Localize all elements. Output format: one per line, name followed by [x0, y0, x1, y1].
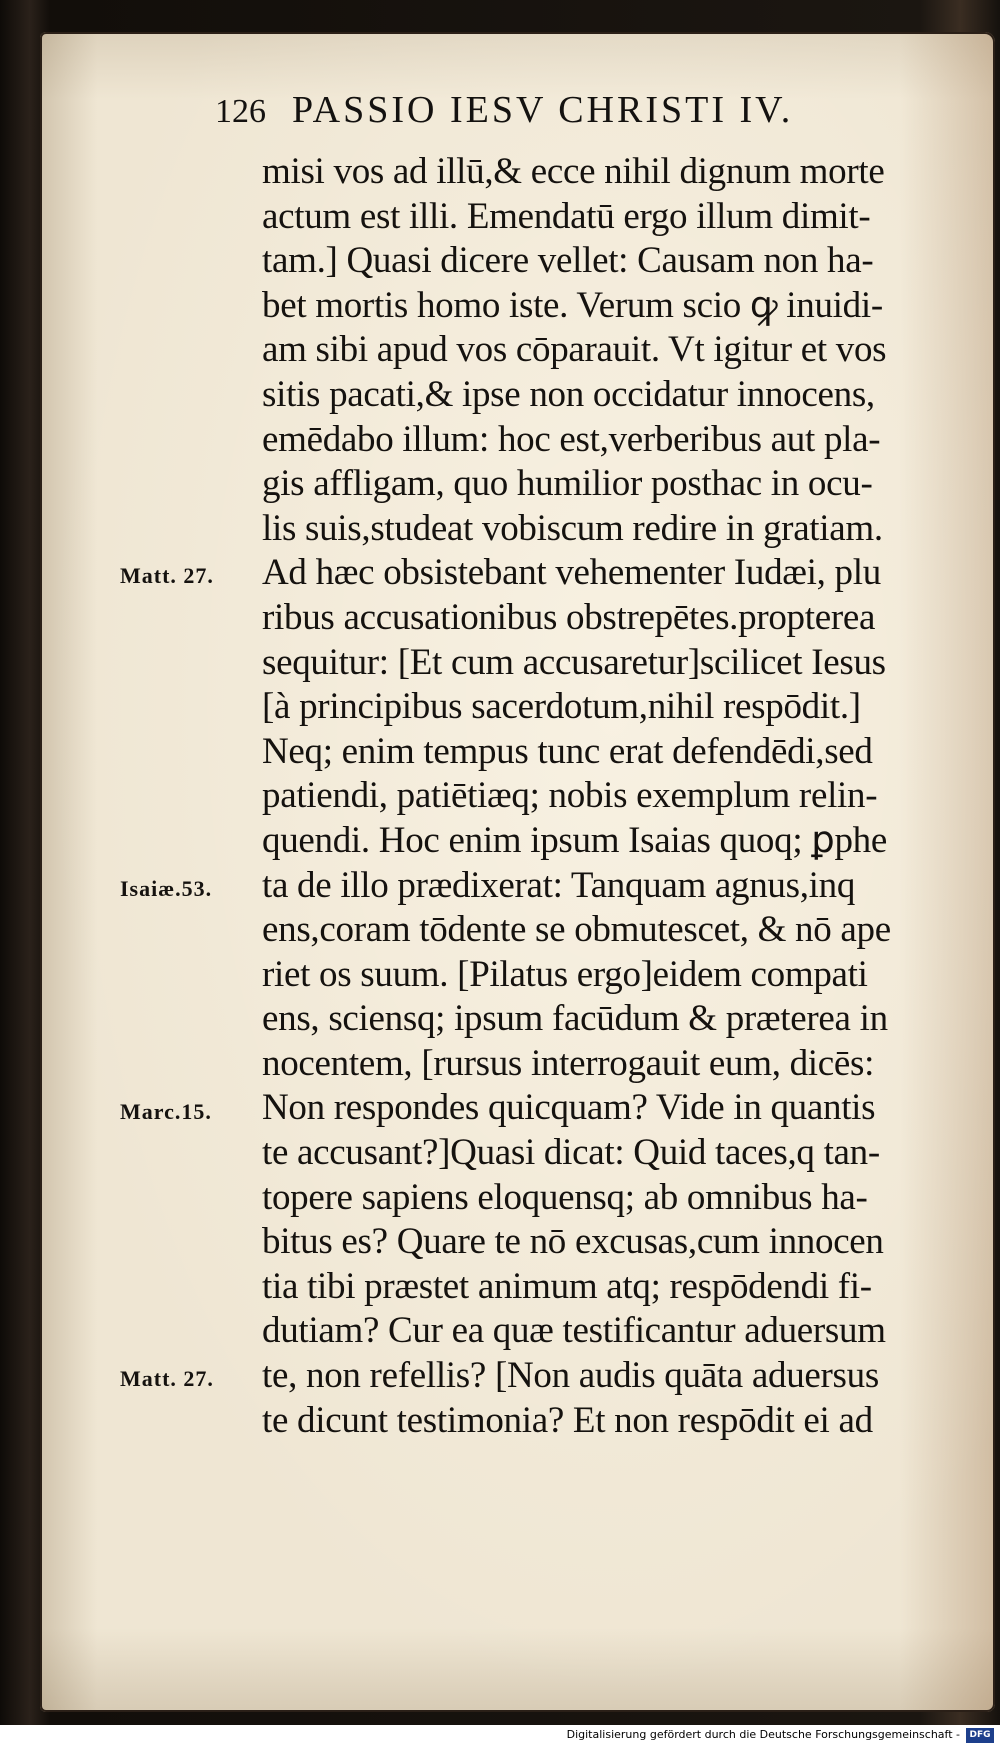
text-line: ta de illo prædixerat: Tanquam agnus,inq: [262, 864, 856, 906]
running-title: PASSIO IESV CHRISTI IV.: [292, 89, 794, 131]
text-line: am sibi apud vos cōparauit. Vt igitur et vos: [262, 329, 887, 371]
text-line: te, non refellis? [Non audis quāta aduersus: [262, 1355, 879, 1397]
text-line: [à principibus sacerdotum,nihil respōdit.]: [262, 686, 861, 728]
text-line: nocentem, [rursus interrogauit eum, dicēs:: [262, 1042, 875, 1084]
text-line: Neq; enim tempus tunc erat defendēdi,sed: [262, 730, 873, 772]
text-line: tam.] Quasi dicere vellet: Causam non ha-: [262, 240, 874, 282]
text-line: te accusant?]Quasi dicat: Quid taces,q tan-: [262, 1132, 880, 1174]
text-line: gis affligam, quo humilior posthac in ocu-: [262, 463, 873, 505]
marginal-reference: Matt. 27.: [120, 1366, 214, 1392]
digitization-footer: [0, 1725, 1000, 1747]
text-line: sequitur: [Et cum accusaretur]scilicet Iesus: [262, 641, 886, 683]
text-line: sitis pacati,& ipse non occidatur innocens,: [262, 373, 875, 415]
text-line: dutiam? Cur ea quæ testificantur aduersum: [262, 1310, 886, 1352]
text-line: lis suis,studeat vobiscum redire in gratiam.: [262, 507, 883, 549]
text-line: riet os suum. [Pilatus ergo]eidem compati: [262, 953, 868, 995]
text-line: bet mortis homo iste. Verum scio ꝙ inuidi-: [262, 284, 883, 326]
text-line: topere sapiens eloquensq; ab omnibus ha-: [262, 1176, 868, 1218]
text-line: ens,coram tōdente se obmutescet, & nō ape: [262, 909, 891, 951]
text-line: tia tibi præstet animum atq; respōdendi fi-: [262, 1265, 872, 1307]
marginal-reference: Marc.15.: [120, 1098, 212, 1124]
text-line: patiendi, patiētiæq; nobis exemplum relin-: [262, 775, 878, 817]
text-line: quendi. Hoc enim ipsum Isaias quoq; ꝑphe: [262, 819, 887, 861]
text-line: te dicunt testimonia? Et non respōdit ei ad: [262, 1399, 873, 1441]
page-number: 126: [215, 93, 266, 130]
text-line: Ad hæc obsistebant vehementer Iudæi, plu: [262, 552, 881, 594]
dfg-logo: DFG: [966, 1728, 994, 1743]
text-line: emēdabo illum: hoc est,verberibus aut pla-: [262, 418, 881, 460]
text-line: actum est illi. Emendatū ergo illum dimit-: [262, 195, 871, 237]
running-header: [215, 88, 915, 138]
main-text-block: [262, 150, 952, 1443]
text-line: bitus es? Quare te nō excusas,cum innocen: [262, 1221, 884, 1263]
text-line: ribus accusationibus obstrepētes.propterea: [262, 596, 876, 638]
footer-credit: Digitalisierung gefördert durch die Deutsche Forschungsgemeinschaft -: [566, 1728, 960, 1741]
marginal-reference: Isaiæ.53.: [120, 875, 213, 901]
text-line: Non respondes quicquam? Vide in quantis: [262, 1087, 876, 1129]
text-line: ens, sciensq; ipsum facūdum & præterea in: [262, 998, 888, 1040]
text-line: misi vos ad illū,& ecce nihil dignum morte: [262, 151, 885, 192]
marginal-reference: Matt. 27.: [120, 563, 214, 589]
